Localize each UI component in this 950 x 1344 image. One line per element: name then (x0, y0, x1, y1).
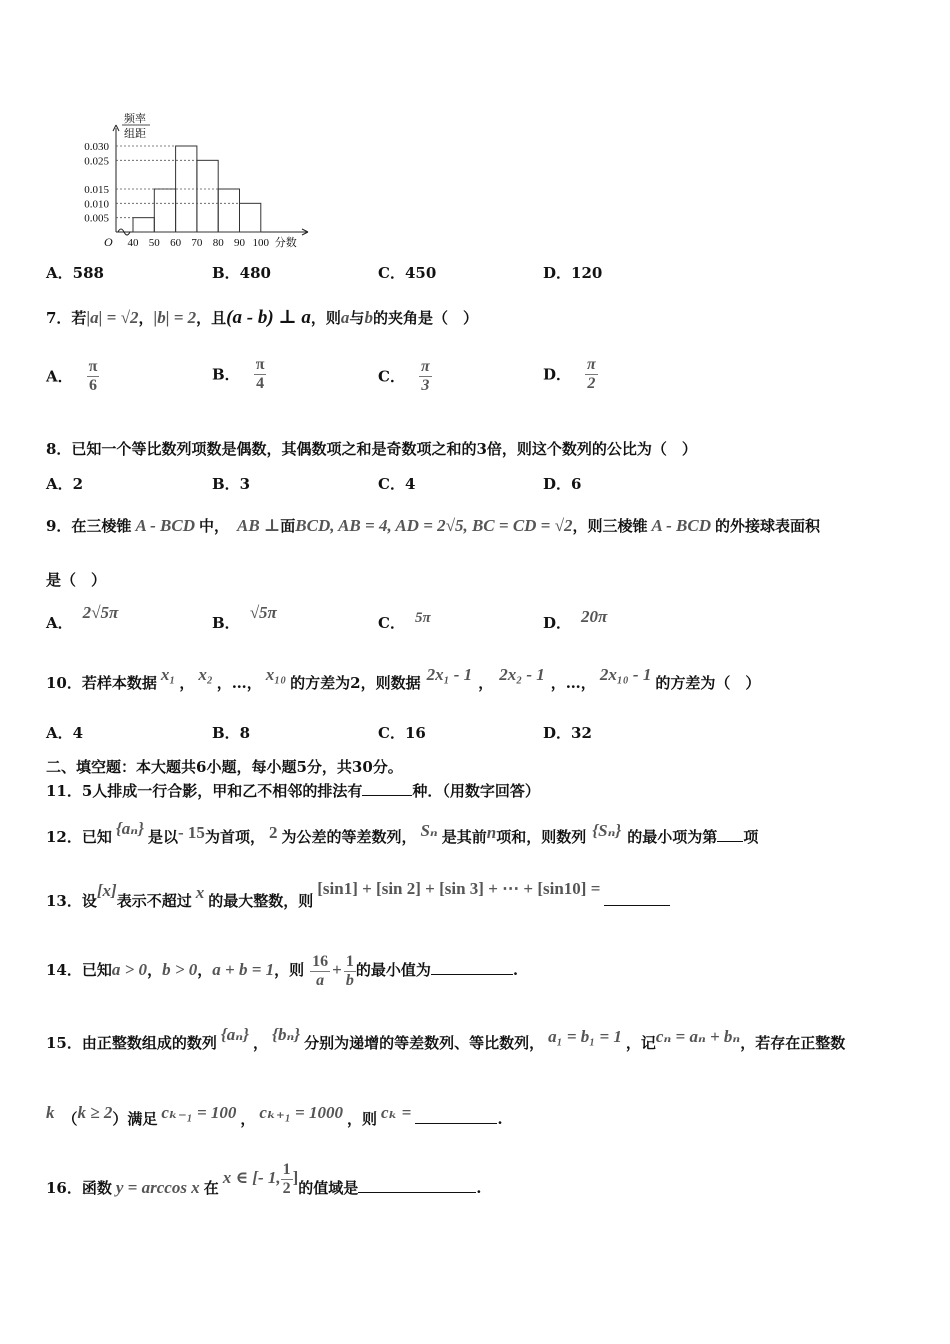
histogram-bar (240, 203, 261, 232)
y-tick-label: 0.015 (84, 184, 109, 196)
q10-option-c[interactable]: C．16 (378, 724, 426, 742)
q15-math: cₖ = (380, 1103, 412, 1122)
q9-text: 的外接球表面积 (715, 517, 821, 535)
question-8: 8．已知一个等比数列项数是偶数，其偶数项之和是奇数项之和的3倍，则这个数列的公比为（ ） (46, 440, 697, 458)
q10-number: 10．若样本数据 (46, 674, 157, 692)
q9-line2: 是（ ） (46, 571, 107, 589)
q12-text: 的最小项为第 (627, 828, 718, 846)
y-axis-label-top: 频率 (124, 113, 146, 125)
q12-math: {aₙ} (115, 819, 144, 838)
y-tick-label: 0.005 (84, 212, 109, 225)
q7-math-a: |a| = √2 (86, 308, 139, 327)
q7-math-cond: (a - b) ⊥ a (226, 307, 311, 328)
q12-math: {Sₙ} (592, 821, 622, 840)
q14-text: 的最小值为 (355, 961, 431, 979)
section-2-title: 二、填空题：本大题共6小题，每小题5分，共30分。 (46, 758, 403, 776)
question-13 (46, 879, 670, 911)
histogram-bar (133, 218, 154, 232)
q14-math: a + b = 1 (212, 960, 275, 979)
q9-option-c[interactable]: C． 5π (378, 610, 431, 632)
q12-text: 项和，则数列 (496, 828, 587, 846)
q10-math: x₁ (160, 665, 176, 684)
q11-answer-blank[interactable] (362, 781, 412, 796)
q13-text: 的最大整数，则 (208, 892, 314, 910)
q14-answer-blank[interactable] (431, 960, 513, 975)
q9-option-d[interactable]: D． 20π (543, 607, 608, 632)
x-tick-label: 50 (148, 237, 160, 249)
q15-text: ，记 (625, 1034, 656, 1052)
q12-math: 2 (268, 823, 278, 842)
q10-option-b[interactable]: B．8 (212, 724, 251, 742)
q10-math: 2x₁ - 1 (426, 665, 473, 684)
q10-math: x₁₀ (265, 665, 287, 684)
q7-text: ，且 (196, 309, 227, 327)
q15-text: ，则 (346, 1110, 377, 1128)
q10-option-d[interactable]: D．32 (543, 724, 592, 742)
x-tick-label: 80 (212, 237, 224, 249)
x-tick-label: 100 (252, 237, 270, 249)
q15-math: a₁ = b₁ = 1 (548, 1027, 622, 1046)
q11-text: 种．（用数字回答） (412, 782, 540, 800)
x-axis-label: 分数 (274, 237, 297, 249)
x-tick-label: 40 (127, 237, 139, 249)
q7-text: ， (138, 309, 154, 327)
q12-math: n (486, 823, 497, 842)
q15-text: ， (253, 1034, 269, 1052)
q13-math: [x] (96, 881, 117, 900)
q7-number: 7．若 (46, 309, 87, 327)
q12-text: 为公差的等差数列， (281, 828, 417, 846)
x-tick-label: 60 (170, 237, 182, 249)
q14-text: ， (197, 961, 213, 979)
q15-math: cₖ₊₁ = 1000 (259, 1103, 343, 1122)
question-15-line2 (46, 1103, 503, 1129)
q16-text: . (476, 1179, 482, 1197)
q7-text: ，则 (310, 309, 341, 327)
q13-math: [sin1] + [sin 2] + [sin 3] + ⋯ + [sin10] = (317, 879, 601, 898)
q15-text: . (497, 1110, 503, 1128)
histogram-bar (197, 160, 218, 232)
q12-text: 项 (743, 828, 759, 846)
q10-text: ， (179, 674, 195, 692)
q15-number: 15．由正整数组成的数列 (46, 1034, 217, 1052)
question-9 (46, 515, 820, 536)
q13-math: x (195, 883, 205, 902)
q13-number: 13．设 (46, 892, 97, 910)
q7-option-b[interactable]: B． $\frac{\pi}{4}$ (212, 356, 265, 392)
y-tick-label: 0.010 (84, 198, 109, 211)
q9-math-cond: BCD, AB = 4, AD = 2√5, BC = CD = √2 (295, 516, 573, 535)
q13-answer-blank[interactable] (604, 891, 670, 906)
q15-math: k (46, 1103, 55, 1122)
q8-option-d[interactable]: D．6 (543, 475, 582, 493)
q7-math-v1: a (340, 308, 350, 327)
q6-option-b[interactable]: B．480 (212, 264, 271, 282)
q10-option-a[interactable]: A．4 (46, 724, 84, 742)
q9-text: 中， (198, 517, 229, 535)
q14-math: b > 0 (162, 960, 198, 979)
q12-answer-blank[interactable] (717, 827, 743, 842)
q15-text: ）满足 (112, 1110, 158, 1128)
q14-text: . (512, 961, 519, 979)
q10-math: 2x₁₀ - 1 (599, 665, 652, 684)
q14-number: 14．已知 (46, 961, 112, 979)
q10-text: 的方差为2，则数据 (290, 674, 421, 692)
q9-math-tet2: A - BCD (651, 516, 712, 535)
q11-text: 11．5人排成一行合影，甲和乙不相邻的排法有 (46, 782, 363, 800)
q15-math: cₙ = aₙ + bₙ (655, 1027, 741, 1046)
q12-number: 12．已知 (46, 828, 112, 846)
q12-text: 为首项， (204, 828, 265, 846)
q7-option-a[interactable]: A． $\frac{\pi}{6}$ (46, 358, 98, 394)
q9-math-tet: A - BCD (135, 516, 195, 535)
q9-text: 面 (280, 517, 296, 535)
q12-text: 是其前 (441, 828, 487, 846)
question-15 (46, 1025, 846, 1053)
q9-text: ，则三棱锥 (572, 517, 648, 535)
q14-math: a > 0 (111, 960, 148, 979)
q14-text: ，则 (274, 961, 305, 979)
question-10 (46, 665, 761, 693)
q7-text: 与 (349, 309, 365, 327)
q7-text: 的夹角是（ ） (372, 309, 478, 327)
x-tick-label: 90 (234, 237, 245, 249)
question-16: 16．函数 y = arccos x 在x ∈ [- 1, $\frac{1}{2}$ ]的值域是 . (46, 1160, 482, 1197)
q8-option-a[interactable]: A．2 (46, 475, 84, 493)
question-12 (46, 819, 759, 847)
x-tick-label: 70 (191, 237, 203, 249)
q16-math: y = arccos x (115, 1178, 200, 1197)
q16-answer-blank[interactable] (358, 1178, 476, 1193)
q10-text: 的方差为（ ） (655, 674, 761, 692)
y-axis-label-bottom: 组距 (124, 128, 146, 140)
q16-math: x ∈ [- 1, (222, 1168, 281, 1187)
q13-text: 表示不超过 (116, 892, 192, 910)
q9-number: 9．在三棱锥 (46, 517, 132, 535)
q15-text: ，若存在正整数 (740, 1034, 846, 1052)
q15-math: k ≥ 2 (77, 1103, 113, 1122)
q16-text: 的值域是 (298, 1179, 359, 1197)
q15-text: （ (62, 1110, 78, 1128)
q7-option-d[interactable]: D． $\frac{\pi}{2}$ (543, 356, 596, 392)
histogram-bar (154, 189, 175, 232)
q15-text: ， (240, 1110, 256, 1128)
q7-math-v2: b (364, 308, 373, 327)
q9-option-a[interactable]: A．2√5π (46, 603, 119, 632)
y-tick-label: 0.030 (84, 141, 109, 153)
q12-math: Sₙ (420, 821, 438, 840)
q9-option-b[interactable]: B．√5π (212, 603, 277, 632)
q7-math-b: |b| = 2 (153, 308, 197, 327)
q15-text: 分别为递增的等差数列、等比数列， (304, 1034, 545, 1052)
q8-option-b[interactable]: B．3 (212, 475, 251, 493)
q6-option-c[interactable]: C．450 (378, 264, 437, 282)
q8-option-c[interactable]: C．4 (378, 475, 416, 493)
q15-math: {bₙ} (272, 1025, 301, 1044)
histogram-bar (218, 189, 239, 232)
y-tick-label: 0.025 (84, 155, 109, 168)
q15-math: cₖ₋₁ = 100 (161, 1103, 237, 1122)
q12-text: 是以 (148, 828, 179, 846)
q10-math: 2x₂ - 1 (499, 665, 545, 684)
q15-answer-blank[interactable] (415, 1109, 497, 1124)
question-14: 14．已知a > 0，b > 0，a + b = 1，则 $\frac{16}{a}$ + $\frac{1}{b}$ 的最小值为 . (46, 952, 519, 989)
q10-text: ，…， (216, 674, 262, 692)
q16-number: 16．函数 (46, 1179, 112, 1197)
q16-math: ] (292, 1168, 299, 1187)
origin-label: O (104, 235, 113, 249)
question-7 (46, 306, 478, 329)
q7-option-c[interactable]: C． $\frac{\pi}{3}$ (378, 358, 430, 394)
q10-math: x₂ (198, 665, 213, 684)
question-11 (46, 780, 540, 801)
q15-math: {aₙ} (220, 1025, 250, 1044)
q6-option-a[interactable]: A．588 (46, 264, 104, 282)
q16-text: 在 (203, 1179, 219, 1197)
q6-option-d[interactable]: D．120 (543, 264, 603, 282)
q12-math: - 15 (178, 823, 205, 842)
frequency-histogram (40, 100, 350, 260)
q10-text: ，…， (550, 674, 596, 692)
q10-text: ， (478, 674, 494, 692)
q14-text: ， (147, 961, 163, 979)
q9-math-ab: AB ⊥ (237, 516, 281, 535)
